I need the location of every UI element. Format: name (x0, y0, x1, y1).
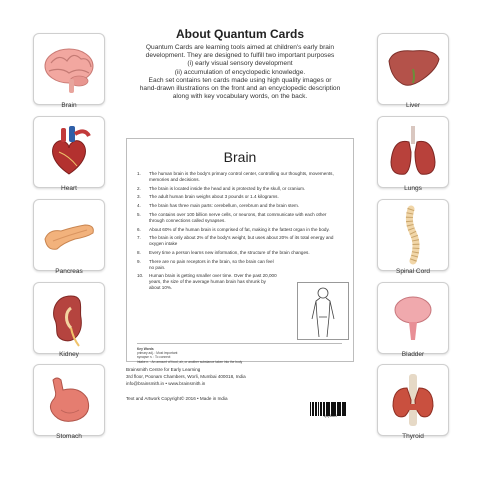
card-label-bladder: Bladder (401, 351, 425, 358)
fact-list (137, 171, 342, 294)
fact-item (137, 273, 277, 290)
heart-icon (39, 122, 99, 182)
bladder-icon (383, 288, 443, 348)
card-label-stomach: Stomach (56, 433, 82, 440)
card-thyroid[interactable] (377, 364, 449, 436)
publisher-name: Brainsmith Centre for Early Learning (126, 367, 201, 372)
fact-text: The contains over 100 billion nerve cells, or neurons, that communicate with each other through connections called synapses. (149, 211, 327, 223)
liver-icon (383, 39, 443, 99)
barcode-number: 1(8)5684 (323, 414, 337, 418)
card-spinal-cord[interactable] (377, 199, 449, 271)
fact-text: The brain is only about 2% of the body's weight, but uses about 20% of its total energy and oxygen intake (149, 235, 334, 247)
fact-number: 2. (137, 185, 141, 191)
fact-text: Human brain is getting smaller over time. Over the past 20,000 years, the size of the average human brain has shrunk by about 10%. (149, 273, 277, 290)
fact-text: The human brain is the body's primary control center, controlling our thoughts, movements, memories and decisions. (149, 171, 334, 182)
sample-card-back (126, 138, 354, 362)
fact-number: 5. (137, 211, 141, 217)
fact-item (137, 212, 342, 224)
card-pancreas[interactable] (33, 199, 105, 271)
card-brain[interactable] (33, 33, 105, 105)
fact-number: 8. (137, 249, 141, 255)
card-bladder[interactable] (377, 282, 449, 354)
fact-item (137, 194, 342, 200)
intro-line: (i) early visual sensory development (187, 60, 293, 68)
fact-number: 1. (137, 171, 141, 176)
fact-item (137, 227, 342, 233)
fact-item (137, 203, 342, 209)
fact-number: 9. (137, 258, 141, 264)
card-label-spinal-cord: Spinal Cord (396, 268, 430, 275)
keyword-entry: intake n. : An amount of food, air, or another substance taken into the body (137, 359, 243, 364)
fact-number: 3. (137, 194, 141, 200)
fact-text: About 60% of the human brain is comprised of fat, making it the fattest organ in the body. (149, 226, 330, 232)
fact-number: 7. (137, 235, 141, 241)
intro-text (120, 44, 360, 101)
card-lungs[interactable] (377, 116, 449, 188)
publisher-contact: info@brainsmith.in • www.brainsmith.in (126, 381, 206, 386)
human-figure-illustration (297, 282, 349, 340)
intro-line: Each set contains ten cards made using high quality images or (148, 76, 332, 84)
card-label-liver: Liver (405, 102, 421, 109)
fact-text: Every time a person learns new information, the structure of the brain changes. (149, 249, 310, 255)
human-silhouette-icon (298, 283, 348, 339)
card-kidney[interactable] (33, 282, 105, 354)
intro-line: development. They are designed to fulfill two important purposes (145, 52, 335, 60)
copyright-text: Text and Artwork Copyright© 2016 • Made in India (126, 396, 228, 401)
stomach-icon (39, 370, 99, 430)
sample-card-title: Brain (223, 149, 257, 165)
intro-line: hand-drawn illustrations on the front and an encyclopedic description (139, 85, 341, 93)
keyword-entry: synapse n. : To connect (137, 355, 171, 360)
card-label-kidney: Kidney (59, 351, 79, 358)
keywords-section (137, 343, 342, 364)
card-label-pancreas: Pancreas (55, 268, 83, 275)
page-title: About Quantum Cards (176, 27, 304, 41)
keyword-entry: primary adj. : Most important (137, 351, 178, 356)
card-label-brain: Brain (61, 102, 77, 109)
card-stomach[interactable] (33, 364, 105, 436)
brain-icon (39, 39, 99, 99)
intro-line: along with key vocabulary words, on the back. (172, 93, 308, 101)
keywords-title: Key Words (137, 347, 154, 351)
pancreas-icon (39, 205, 99, 265)
fact-number: 4. (137, 203, 141, 209)
card-label-heart: Heart (61, 185, 77, 192)
kidney-icon (39, 288, 99, 348)
card-liver[interactable] (377, 33, 449, 105)
fact-text: The brain has three main parts: cerebellum, cerebrum and the brain stem. (149, 203, 300, 209)
card-label-thyroid: Thyroid (402, 433, 424, 440)
fact-number: 6. (137, 226, 141, 232)
intro-line: (ii) accumulation of encyclopedic knowledge. (174, 68, 306, 76)
fact-number: 10. (137, 273, 144, 279)
fact-text: The adult human brain weighs about 3 pounds or 1.4 kilograms. (149, 194, 279, 200)
spinal-cord-icon (383, 205, 443, 265)
card-heart[interactable] (33, 116, 105, 188)
fact-item (137, 171, 342, 183)
publisher-info (126, 366, 246, 387)
intro-line: Quantum Cards are learning tools aimed at children's early brain (145, 44, 335, 51)
fact-item (137, 250, 342, 256)
card-label-lungs: Lungs (404, 185, 422, 192)
lungs-icon (383, 122, 443, 182)
fact-item (137, 235, 342, 247)
fact-text: There are no pain receptors in the brain, so the brain can feel no pain. (149, 258, 274, 270)
fact-item (137, 186, 342, 192)
fact-item (137, 259, 277, 271)
thyroid-icon (383, 370, 443, 430)
fact-text: The brain is located inside the head and is protected by the skull, or cranium. (149, 185, 306, 191)
publisher-address: 3rd floor, Poonam Chambers, Worli, Mumbai 400018, India (126, 374, 246, 379)
